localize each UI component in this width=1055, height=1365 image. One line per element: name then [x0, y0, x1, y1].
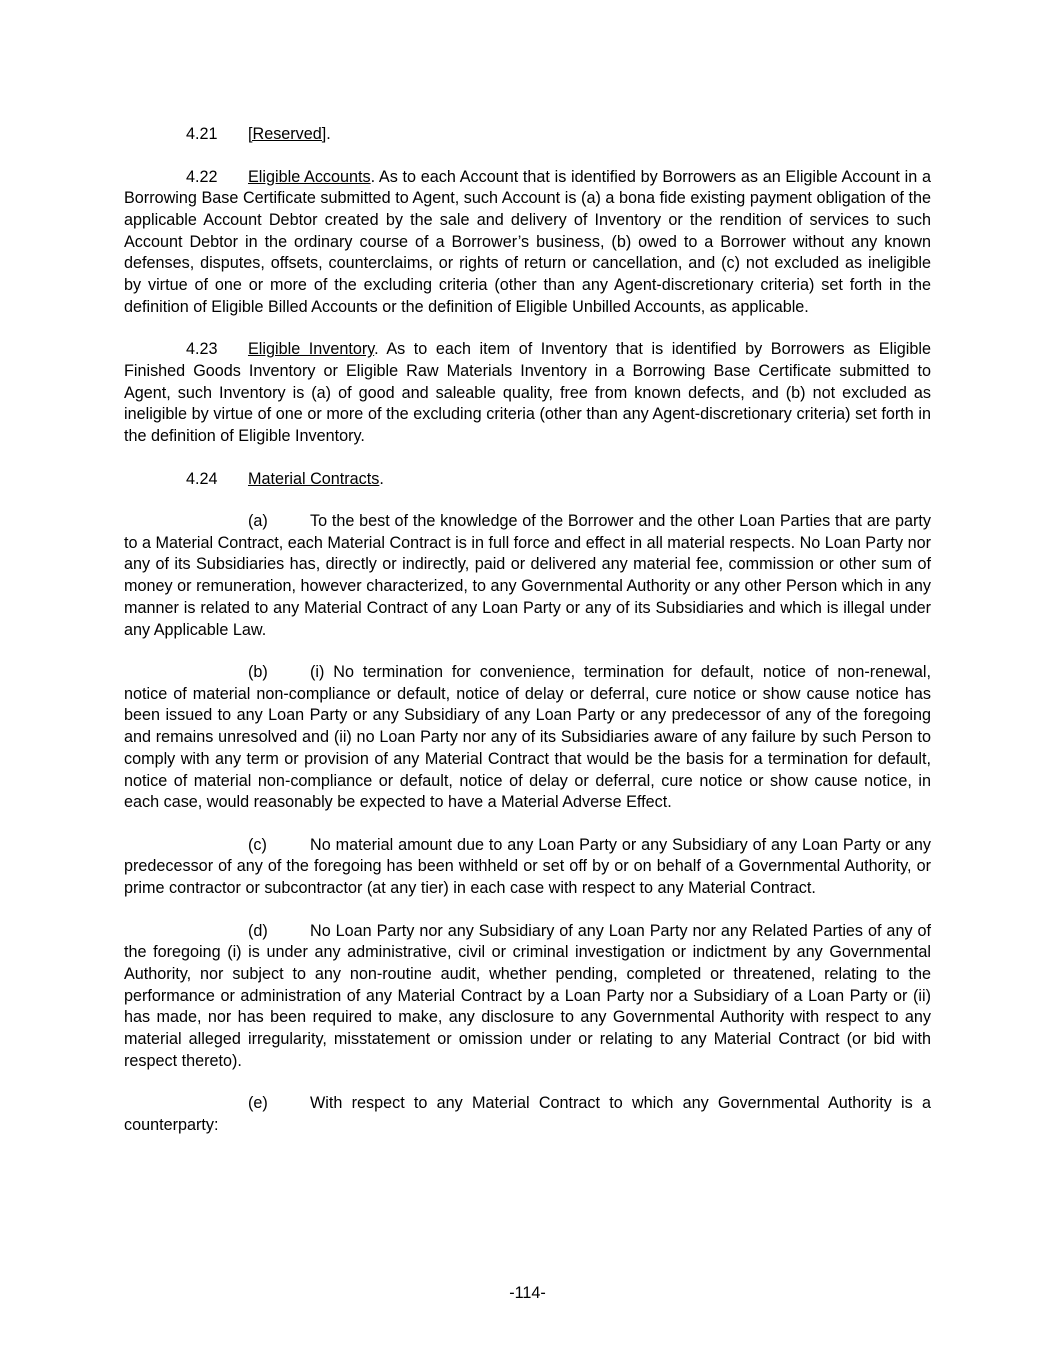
clause-label: (a)	[248, 512, 268, 531]
section-number: 4.22	[186, 167, 218, 186]
section-number: 4.23	[186, 340, 218, 359]
clause-label: (b)	[248, 663, 268, 682]
section-title: [Reserved]	[248, 125, 327, 143]
section-4-24	[124, 469, 931, 491]
clause-4-24-b	[124, 662, 931, 814]
section-4-23	[124, 339, 931, 448]
page-number: -114-	[509, 1284, 546, 1302]
clause-4-24-e	[124, 1093, 931, 1136]
clause-text: No Loan Party nor any Subsidiary of any Loan Party nor any Related Parties of any of the foregoing (i) is under any administrative, civil or criminal investigation or indictment by any Governmental Authority, nor subject to any non-routine audit, whether pending, completed or threatened, relating to the performance or administration of any Material Contract by a Loan Party nor a Subsidiary of a Loan Party or (ii) has made, nor has been required to make, any disclosure to any Governmental Authority with respect to any material alleged irregularity, misstatement or omission under or relating to any Material Contract (or bid with respect thereto).	[124, 921, 931, 1070]
section-number: 4.21	[186, 125, 218, 143]
clause-label: (c)	[248, 835, 267, 854]
section-4-22	[124, 167, 931, 319]
section-title: Eligible Inventory	[248, 340, 375, 359]
clause-label: (d)	[248, 921, 268, 940]
document-page	[124, 124, 931, 1158]
section-title: Eligible Accounts	[248, 167, 371, 186]
section-title-period: .	[379, 469, 384, 488]
clause-text: To the best of the knowledge of the Borrower and the other Loan Parties that are party to a Material Contract, each Material Contract is in full force and effect in all material respects. No Loan Party nor any of its Subsidiaries has, directly or indirectly, paid or delivered any material fee, commission or other sum of money or remuneration, however characterized, to any Governmental Authority or any other Person which in any manner is related to any Material Contract of any Loan Party or any of its Subsidiaries and which is illegal under any Applicable Law.	[124, 512, 931, 639]
section-body: . As to each Account that is identified by Borrowers as an Eligible Account in a Borrowing Base Certificate submitted to Agent, such Account is (a) a bona fide existing payment obligation of the applicable Account Debtor created by the sale and delivery of Inventory or the rendition of services to such Account Debtor in the ordinary course of a Borrower’s business, (b) owed to a Borrower without any known defenses, disputes, offsets, counterclaims, or rights of return or cancellation, and (c) not excluded as ineligible by virtue of one or more of the excluding criteria (other than any Agent-discretionary criteria) set forth in the definition of Eligible Billed Accounts or the definition of Eligible Unbilled Accounts, as applicable.	[124, 167, 931, 316]
clause-4-24-c	[124, 835, 931, 900]
clause-text: (i) No termination for convenience, termination for default, notice of non-renewal, notice of material non-compliance or default, notice of delay or deferral, cure notice or show cause notice has been issued to any Loan Party or any Subsidiary of any Loan Party or any predecessor of any of the foregoing and remains unresolved and (ii) no Loan Party nor any of its Subsidiaries aware of any failure by such Person to comply with any term or provision of any Material Contract that would be the basis for a termination for default, notice of material non-compliance or default, notice of delay or deferral, cure notice or show cause notice, in each case, would reasonably be expected to have a Material Adverse Effect.	[124, 663, 931, 812]
clause-4-24-d	[124, 921, 931, 1073]
section-4-21	[124, 124, 931, 146]
section-number: 4.24	[186, 469, 218, 488]
clause-text: With respect to any Material Contract to which any Governmental Authority is a counterparty:	[124, 1094, 931, 1135]
section-title: Material Contracts	[248, 469, 380, 488]
section-body: . As to each item of Inventory that is identified by Borrowers as Eligible Finished Goods Inventory or Eligible Raw Materials Inventory in a Borrowing Base Certificate submitted to Agent, such Inventory is (a) of good and saleable quality, free from known defects, and (b) not excluded as ineligible by virtue of one or more of the excluding criteria (other than any Agent-discretionary criteria) set forth in the definition of Eligible Inventory.	[124, 340, 932, 446]
clause-4-24-a	[124, 511, 931, 641]
clause-text: No material amount due to any Loan Party or any Subsidiary of any Loan Party or any predecessor of any of the foregoing has been withheld or set off by or on behalf of a Governmental Authority, or prime contractor or subcontractor (at any tier) in each case with respect to any Material Contract.	[124, 835, 931, 898]
clause-label: (e)	[248, 1094, 268, 1113]
section-title-period: .	[326, 125, 331, 143]
